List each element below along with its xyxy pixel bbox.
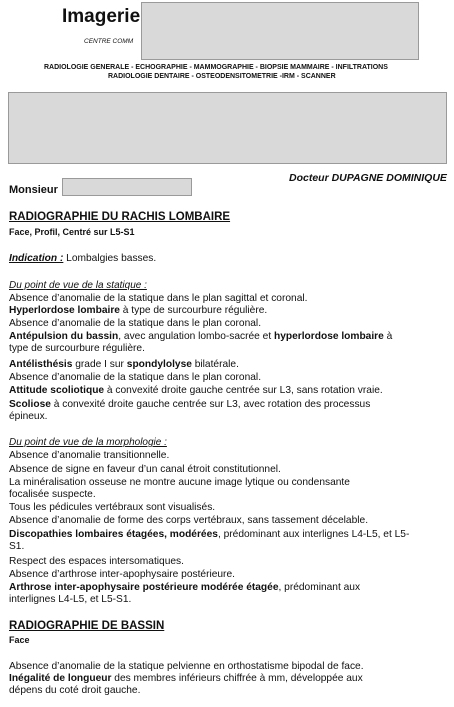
morphology-line: La minéralisation osseuse ne montre aucune image lytique ou condensante	[9, 477, 350, 488]
finding-text: à type de surcourbure régulière.	[119, 305, 268, 316]
statique-line: type de surcourbure régulière.	[9, 343, 145, 354]
morphology-line	[9, 529, 409, 541]
morphology-line	[9, 582, 360, 594]
finding-bold: Inégalité de longueur	[9, 673, 112, 684]
finding-bold: Hyperlordose lombaire	[9, 305, 120, 316]
finding-text: à	[383, 331, 393, 342]
morphology-line: Absence d’anomalie de forme des corps vertébraux, sans tassement décelable.	[9, 515, 369, 526]
statique-line: Absence d’anomalie de la statique dans le plan coronal.	[9, 372, 262, 383]
finding-bold: Scoliose	[9, 399, 51, 410]
morphology-line: interlignes L4-L5, et L5-S1.	[9, 594, 132, 605]
morphology-line: Absence de signe en faveur d’un canal étroit constitutionnel.	[9, 464, 281, 475]
finding-bold: hyperlordose lombaire	[273, 331, 384, 342]
finding-bold: Attitude scoliotique	[9, 385, 105, 396]
morphology-line: S1.	[9, 541, 25, 552]
exam2-line: Absence d’anomalie de la statique pelvienne en orthostatisme bipodal de face.	[9, 661, 364, 672]
redacted-patient-name	[62, 178, 192, 196]
finding-bold: Discopathies lombaires étagées, modérées	[9, 529, 218, 540]
services-line-1: RADIOLOGIE GENERALE - ECHOGRAPHIE - MAMMOGRAPHIE - BIOPSIE MAMMAIRE - INFILTRATIONS	[44, 64, 388, 71]
redacted-clinic-block	[141, 2, 419, 60]
finding-bold: Arthrose inter-apophysaire postérieure modérée étagée	[9, 582, 279, 593]
exam1-subtitle: Face, Profil, Centré sur L5-S1	[9, 227, 135, 237]
morphology-line: focalisée suspecte.	[9, 489, 96, 500]
exam2-subtitle: Face	[9, 635, 30, 645]
statique-heading: Du point de vue de la statique :	[9, 280, 147, 291]
exam2-title: RADIOGRAPHIE DE BASSIN	[9, 620, 165, 632]
exam2-line: dépens du coté droit gauche.	[9, 685, 141, 696]
finding-text: , prédominant aux interlignes L4-L5, et L5-	[217, 529, 410, 540]
finding-text: , prédominant aux	[278, 582, 361, 593]
morphology-line: Absence d’anomalie transitionnelle.	[9, 450, 170, 461]
indication-text: Lombalgies basses.	[63, 253, 157, 264]
statique-line	[9, 305, 267, 317]
statique-line: Absence d’anomalie de la statique dans le plan sagittal et coronal.	[9, 293, 308, 304]
morphology-line: Tous les pédicules vertébraux sont visualisés.	[9, 502, 216, 513]
indication-line	[9, 253, 156, 265]
finding-text: à convexité droite gauche centrée sur L3, avec rotation des processus	[50, 399, 371, 410]
finding-bold: Antélisthésis	[9, 359, 73, 370]
finding-text: grade I sur	[72, 359, 127, 370]
statique-line: épineux.	[9, 411, 48, 422]
finding-text: , avec angulation lombo-sacrée et	[118, 331, 274, 342]
doctor-name: Docteur DUPAGNE DOMINIQUE	[289, 172, 447, 184]
statique-line	[9, 331, 392, 343]
indication-label: Indication :	[9, 253, 64, 264]
redacted-address-block	[8, 92, 447, 164]
finding-text: à convexité droite gauche centrée sur L3, sans rotation vraie.	[104, 385, 383, 396]
patient-label: Monsieur	[9, 184, 58, 196]
statique-line	[9, 399, 370, 411]
exam1-title: RADIOGRAPHIE DU RACHIS LOMBAIRE	[9, 211, 231, 223]
services-line-2: RADIOLOGIE DENTAIRE - OSTEODENSITOMETRIE -IRM - SCANNER	[108, 73, 336, 80]
morphology-line: Respect des espaces intersomatiques.	[9, 556, 184, 567]
clinic-name: Imagerie	[62, 6, 141, 27]
morphology-heading: Du point de vue de la morphologie :	[9, 437, 167, 448]
statique-line: Absence d’anomalie de la statique dans le plan coronal.	[9, 318, 262, 329]
centre-label: CENTRE COMM	[84, 38, 134, 45]
finding-text: des membres inférieurs chiffrée à mm, développée aux	[111, 673, 363, 684]
statique-line	[9, 385, 383, 397]
finding-text: bilatérale.	[191, 359, 239, 370]
finding-bold: Antépulsion du bassin	[9, 331, 119, 342]
exam2-line	[9, 673, 363, 685]
finding-bold: spondylolyse	[126, 359, 192, 370]
morphology-line: Absence d’arthrose inter-apophysaire postérieure.	[9, 569, 235, 580]
statique-line	[9, 359, 239, 371]
